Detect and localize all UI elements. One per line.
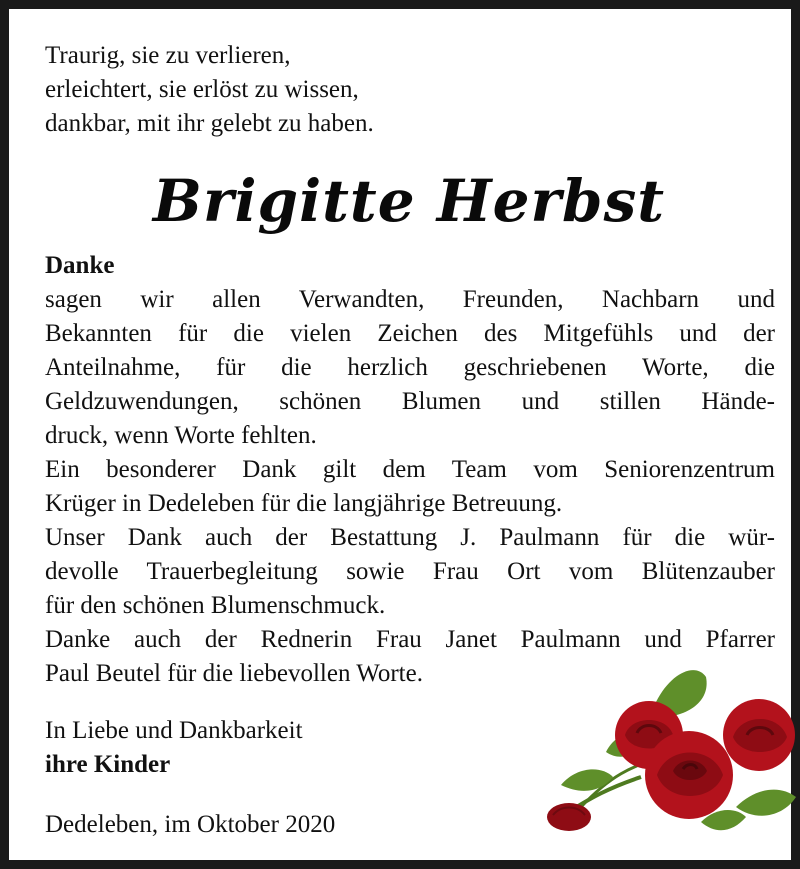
thanks-line: Krüger in Dedeleben für die langjährige Betreuung.: [45, 490, 563, 517]
thanks-line: devolle Trauerbegleitung sowie Frau Ort vom Blütenzauber: [45, 558, 775, 585]
thanks-line: Unser Dank auch der Bestattung J. Paulmann für die wür-: [45, 524, 775, 551]
deceased-name: Brigitte Herbst: [152, 167, 666, 235]
thanks-lines: [45, 283, 775, 691]
thanks-line: Danke auch der Rednerin Frau Janet Paulmann und Pfarrer: [45, 626, 775, 653]
thanks-line: druck, wenn Worte fehlten.: [45, 422, 317, 449]
thanks-line: für den schönen Blumenschmuck.: [45, 592, 386, 619]
place-date: Dedeleben, im Oktober 2020: [45, 811, 336, 838]
poem-line: dankbar, mit ihr gelebt zu haben.: [45, 110, 374, 137]
red-roses-image: [521, 657, 800, 842]
thanks-text: [45, 249, 775, 691]
closing: [45, 714, 303, 782]
thanks-line: Geldzuwendungen, schönen Blumen und stillen Hände-: [45, 388, 775, 415]
poem-line: erleichtert, sie erlöst zu wissen,: [45, 76, 359, 103]
closing-line: In Liebe und Dankbarkeit: [45, 717, 303, 744]
signature-family: ihre Kinder: [45, 751, 171, 778]
poem-line: Traurig, sie zu verlieren,: [45, 42, 291, 69]
thanks-line: Ein besonderer Dank gilt dem Team vom Seniorenzentrum: [45, 456, 775, 483]
thanks-line: sagen wir allen Verwandten, Freunden, Nachbarn und: [45, 286, 775, 313]
thanks-line: Bekannten für die vielen Zeichen des Mitgefühls und der: [45, 320, 775, 347]
thanks-heading: Danke: [45, 252, 115, 279]
thanks-line: Paul Beutel für die liebevollen Worte.: [45, 660, 423, 687]
thanks-line: Anteilnahme, für die herzlich geschriebenen Worte, die: [45, 354, 775, 381]
poem: [45, 39, 374, 141]
